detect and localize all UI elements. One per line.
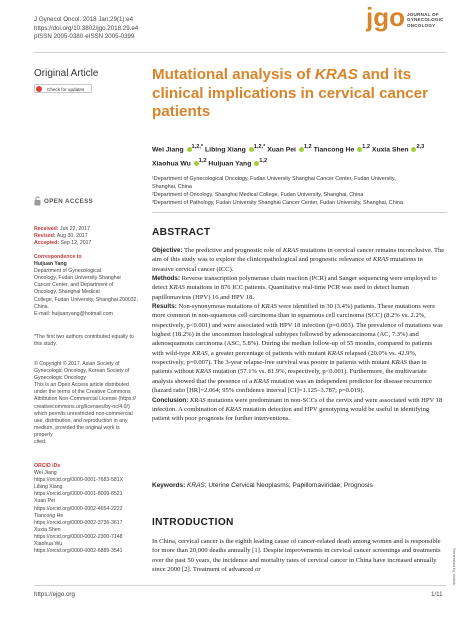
footer-divider [34, 585, 446, 586]
article-title: Mutational analysis of KRAS and its clinical implications in cervical cancer patients [152, 66, 429, 120]
open-access-label: OPEN ACCESS [44, 198, 94, 205]
abstract-heading: ABSTRACT [152, 227, 211, 238]
copyright-notice: © Copyright © 2017. Asian Society of Gynecologic Oncology, Korean Society of Gynecologic Oncology This is an Open Access article distributed under the terms of the Creative Commons Attribution Non-Commercial License (https:// creativecommons.org/licenses/by-nc/4.0/) which permits unrestricted non-commercial use, distribution, and reproduction in any medium, provided the original work is properly cited. [34, 361, 136, 446]
orcid-link[interactable]: https://orcid.org/0000-0002-2300-7148 [34, 533, 123, 540]
journal-name: JOURNAL OF GYNECOLOGIC ONCOLOGY [407, 12, 444, 28]
abstract-methods: Methods: Reverse transcription polymerase chain reaction (PCR) and Sanger sequencing were employed to detect KRAS mutations in 876 ICC patients. Quantitative real-time PCR was used to detect human papillomavirus (HPV) 16 and HPV 18. [152, 275, 437, 301]
issn-line: pISSN 2005-0380·eISSN 2005-0399 [34, 33, 135, 41]
orcid-link[interactable]: https://orcid.org/0000-0002-4654-2222 [34, 505, 123, 512]
abstract-conclusion: Conclusion: KRAS mutations were predominant in non-SCCs of the cervix and were associated with HPV 18 infection. A combination of KRAS mutation detection and HPV genotyping would be useful in identifying patient with poor prognosis for further interventions. [152, 396, 443, 423]
correspondence: Correspondence to Huijuan Yang Department of Gynecological Oncology, Fudan University Shanghai Cancer Center, and Department of Oncology, Shanghai Medical College, Fudan University, Shanghai 200032, China. E-mail: huijuanyang@hotmail.com [34, 254, 139, 317]
authors-line-2: Xiaohua Wu $^{1,2}$ Huijuan Yang $^{1,2}$ [152, 157, 268, 168]
authors-line-1: Wei Jiang $^{1,2,*}$ Libing Xiang $^{1,2,*}$ Xuan Pei $^{1,2}$ Tiancong He $^{1,2}$ Xuxia Shen $^{2,3}$ [152, 144, 425, 154]
check-updates-icon [36, 86, 42, 92]
orcid-list: ORCID iDs Wei Jiang https://orcid.org/0000-0001-7683-581X Libing Xiang https://orcid.org/0000-0001-8009-6521 Xuan Pei https://orcid.org/0000-0002-4654-2222 Tiancong He https://orcid.org/0000-0002-3736-3617 Xuxia Shen https://orcid.org/0000-0002-2300-7148 Xiaohua Wu https://orcid.org/0000-0002-6889-3541 [34, 463, 139, 555]
orcid-link[interactable]: https://orcid.org/0000-0001-7683-581X [34, 477, 124, 484]
journal-url-link[interactable]: https://ejgo.org [34, 591, 75, 598]
doi-link[interactable]: https://doi.org/10.3802/jgo.2018.29.e4 [34, 24, 139, 32]
introduction-heading: INTRODUCTION [152, 517, 234, 528]
abstract-results: Results: Non-synonymous mutations of KRAS were identified in 30 (3.4%) patients. These mutations were more common in non-squamous cell carcinoma than in squamous cell carcinoma (SCC) (8.2% vs. 2.2%, respectively, p<0.001) and were associated with HPV 18 infection (p=0.003). The prevalence of mutations was highest (18.2%) in the uncommon histological subtypes followed by adenocarcinoma (AC, 7.3%) and adenosquamous carcinoma (ASC, 5.8%). During the median follow-up of 55 months, compared to patients with wild-type KRAS, a greater percentage of patients with mutant KRAS relapsed (20.0% vs. 42.9%, respectively, p=0.007). The 3-year relapse-free survival was poorer in patients with mutant KRAS than in patients without KRAS mutation (57.1% vs. 81.9%, respectively, p<0.001). Furthermore, the multivariate analysis showed that the presence of a KRAS mutation was an independent predictor for disease recurrence (hazard ratio [HR]=2.064; 95% confidence interval [CI]=1.125–3.787; p=0.019). [152, 303, 443, 395]
abstract-divider [152, 212, 447, 213]
check-updates-button[interactable]: Check for updates [34, 84, 92, 93]
orcid-link[interactable]: https://orcid.org/0000-0002-6889-3541 [34, 548, 123, 555]
orcid-link[interactable]: https://orcid.org/0000-0002-3736-3617 [34, 519, 123, 526]
journal-logo [366, 4, 406, 34]
article-type: Original Article [34, 68, 99, 79]
page-number: 1/11 [431, 591, 443, 598]
author-list [152, 142, 447, 170]
affiliations: ¹Department of Gynecological Oncology, Fudan University Shanghai Cancer Center, Fudan University, Shanghai, China ²Department of Oncology, Shanghai Medical College, Fudan University, Shanghai, China ³Department of Pathology, Fudan University Shanghai Cancer Center, Fudan University, Shanghai, China [152, 176, 403, 207]
article-dates: Received: Jun 22, 2017 Revised: Aug 30, 2017 Accepted: Sep 12, 2017 [34, 226, 92, 247]
orcid-link[interactable]: https://orcid.org/0000-0001-8009-6521 [34, 491, 123, 498]
abstract-objective: Objective: The predictive and prognostic role of KRAS mutations in cervical cancer remains inconclusive. The aim of this study was to explore the clinicopathological and prognostic relevance of KRAS mutations in invasive cervical cancer (ICC). [152, 247, 445, 273]
abstract-body [152, 246, 445, 424]
open-access-icon [34, 196, 41, 206]
citation-block [34, 16, 138, 42]
introduction-text: In China, cervical cancer is the eighth leading cause of cancer-related death among women and is responsible for more than 20,000 deaths annually [1]. Despite improvements in cervical cancer screenings and treatments over the past 50 years, the incidence and mortality rates of cervical cancer in China have increased annually since 2000 [2]. Treatment of advanced or [152, 538, 441, 574]
side-watermark: Generated by Xmlink [452, 548, 457, 586]
equal-contribution-note: *The first two authors contributed equally to this study. [34, 334, 134, 348]
header-divider [34, 52, 446, 53]
correspondence-email[interactable]: E-mail: huijuanyang@hotmail.com [34, 310, 113, 317]
keywords: Keywords: KRAS; Uterine Cervical Neoplasms; Papillomaviridae; Prognosis [152, 482, 373, 489]
logo-text: jgo [366, 4, 405, 32]
citation-line: J Gynecol Oncol. 2018 Jan;29(1):e4 [34, 16, 134, 23]
